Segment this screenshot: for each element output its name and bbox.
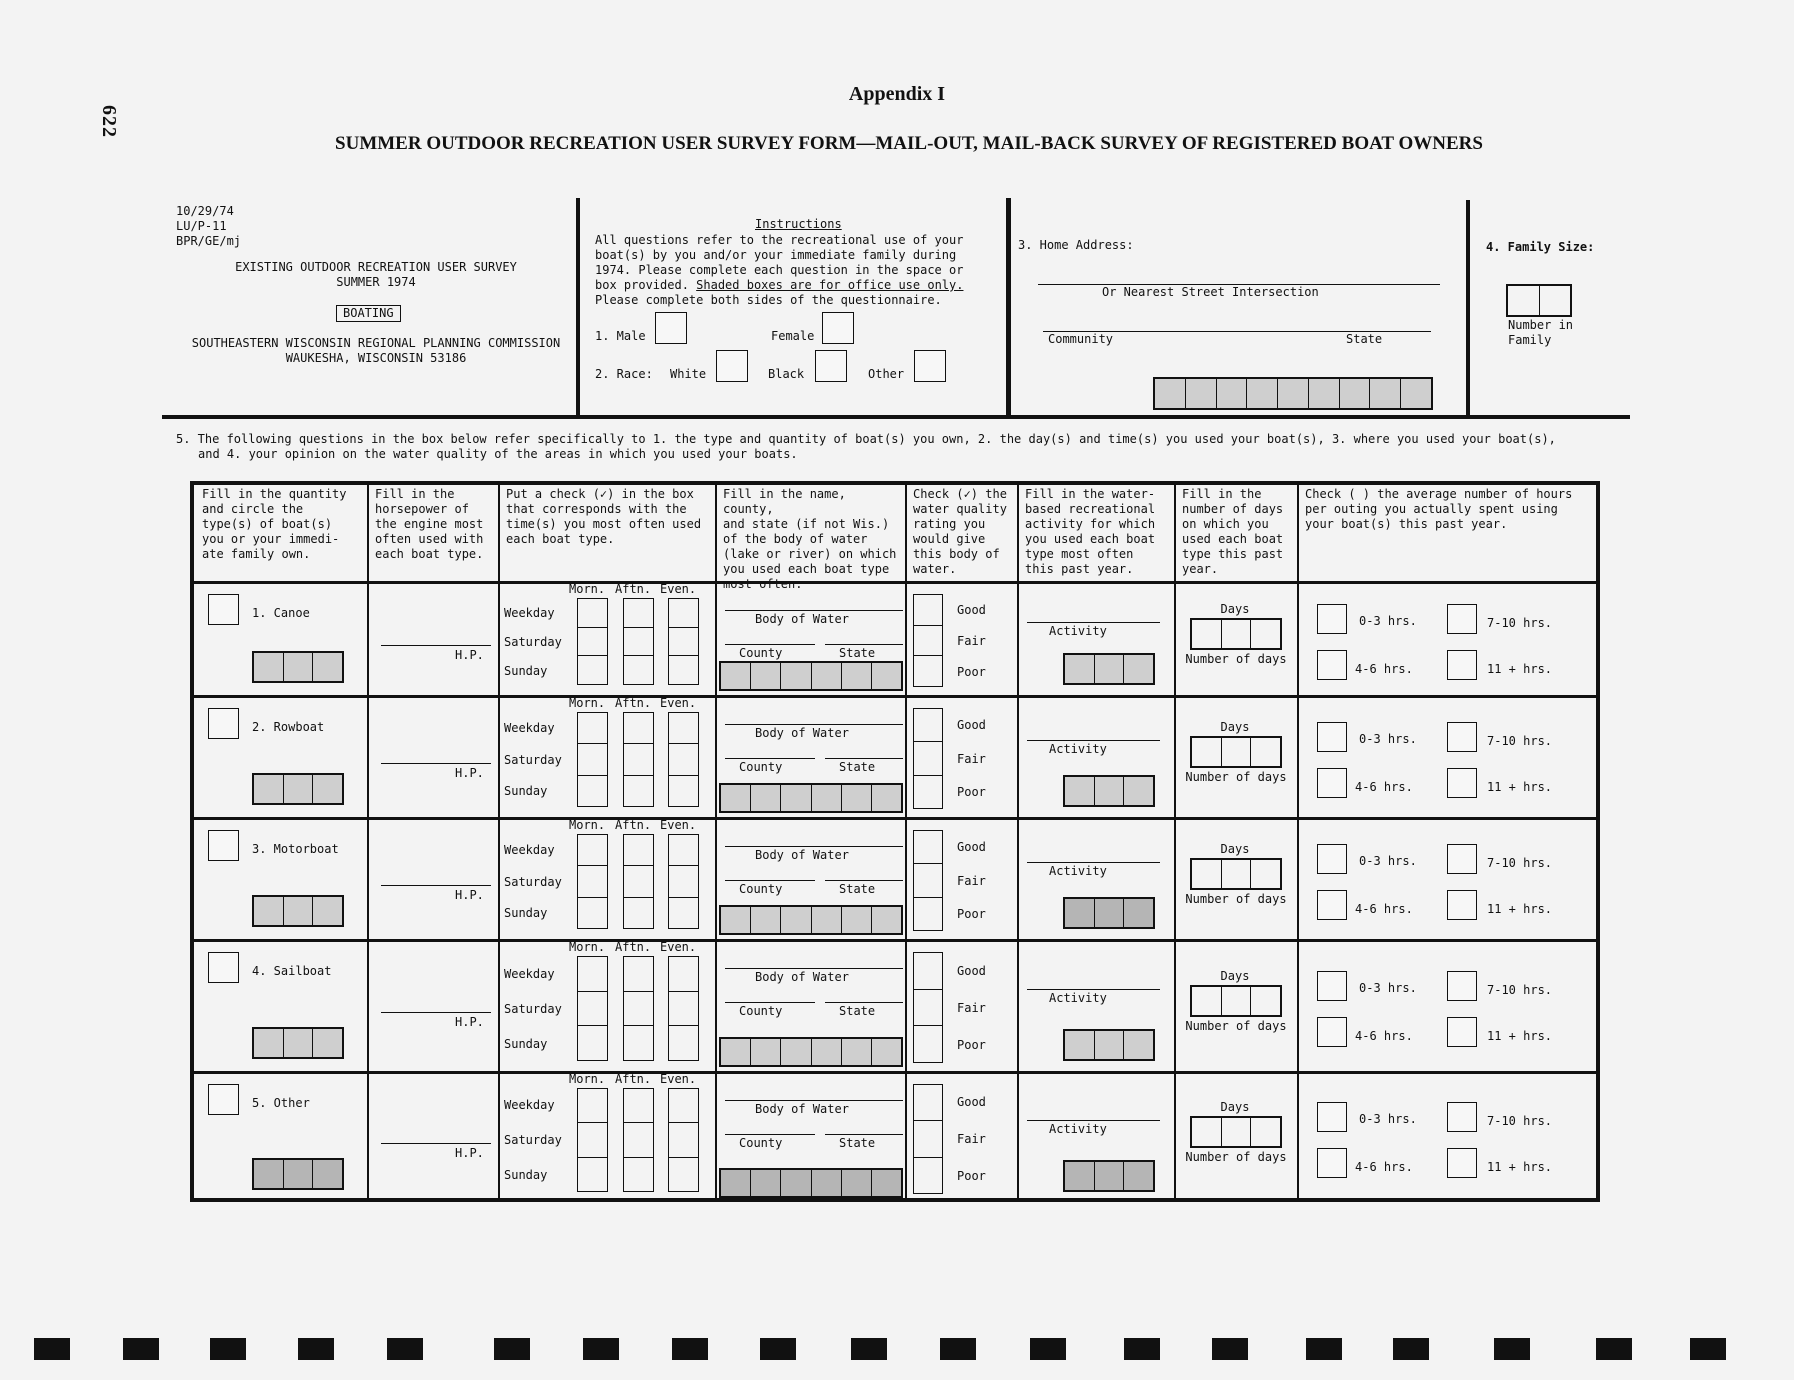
- family-size-caption-line: Number in: [1508, 318, 1574, 332]
- body-of-water-label: Body of Water: [755, 612, 849, 626]
- column-header: Fill in the number of days on which you used each boat type this past year.: [1182, 487, 1284, 576]
- appendix-heading: Appendix I: [848, 83, 946, 105]
- divider: [1466, 200, 1470, 418]
- good-label: Good: [957, 717, 986, 732]
- hours-11-plus-checkbox[interactable]: [1447, 768, 1477, 798]
- evening-checkboxes[interactable]: [668, 834, 699, 929]
- column-divider: [1017, 485, 1019, 1198]
- boat-quantity-checkbox[interactable]: [208, 708, 239, 739]
- white-checkbox[interactable]: [716, 350, 748, 382]
- row-divider: [194, 1071, 1596, 1074]
- race-label: 2. Race:: [595, 367, 653, 381]
- barcode-mark: [1306, 1338, 1342, 1360]
- morning-checkboxes[interactable]: [577, 598, 608, 685]
- days-input[interactable]: [1190, 618, 1282, 650]
- form-codes: [176, 204, 241, 249]
- hours-4-6-label: 4-6 hrs.: [1355, 779, 1413, 794]
- male-label: 1. Male: [595, 329, 646, 343]
- hours-11-plus-label: 11 + hrs.: [1487, 901, 1553, 916]
- days-label: Days: [1220, 719, 1250, 734]
- hours-11-plus-checkbox[interactable]: [1447, 890, 1477, 920]
- state-label: State: [839, 646, 876, 660]
- county-label: County: [739, 1004, 783, 1018]
- hours-7-10-label: 7-10 hrs.: [1487, 855, 1553, 870]
- fair-label: Fair: [957, 1000, 986, 1015]
- afternoon-checkboxes[interactable]: [623, 956, 654, 1061]
- hours-7-10-checkbox[interactable]: [1447, 971, 1477, 1001]
- afternoon-label: Aftn.: [615, 940, 652, 954]
- fair-label: Fair: [957, 873, 986, 888]
- good-label: Good: [957, 602, 986, 617]
- barcode-mark: [1124, 1338, 1160, 1360]
- male-checkbox[interactable]: [655, 312, 687, 344]
- sunday-label: Sunday: [504, 1036, 548, 1051]
- office-use-activity-code: [1063, 775, 1155, 807]
- days-label: Days: [1220, 601, 1250, 616]
- row-divider: [194, 939, 1596, 942]
- hours-4-6-label: 4-6 hrs.: [1355, 661, 1413, 676]
- hours-0-3-label: 0-3 hrs.: [1359, 980, 1417, 995]
- form-code: 10/29/74: [176, 204, 234, 218]
- county-line[interactable]: [725, 880, 815, 881]
- hours-11-plus-label: 11 + hrs.: [1487, 661, 1553, 676]
- barcode-mark: [940, 1338, 976, 1360]
- saturday-label: Saturday: [504, 1001, 562, 1016]
- body-of-water-label: Body of Water: [755, 970, 849, 984]
- evening-label: Even.: [660, 582, 697, 596]
- days-label: Days: [1220, 1100, 1250, 1114]
- state-line[interactable]: [825, 644, 903, 645]
- office-use-note: Shaded boxes are for office use only.: [696, 278, 964, 292]
- state-label: State: [839, 1136, 876, 1150]
- boat-quantity-checkbox[interactable]: [208, 594, 239, 625]
- question-5-text: [176, 432, 1556, 462]
- barcode-mark: [494, 1338, 530, 1360]
- column-header: Check ( ) the average number of hours per outing you actually spent using your boat(s) this past year.: [1305, 487, 1573, 531]
- state-label: State: [839, 882, 876, 896]
- column-header: Put a check (✓) in the box that corresponds with the time(s) you most often used each boat type.: [506, 487, 702, 546]
- boat-type-label: 5. Other: [252, 1096, 310, 1110]
- state-label: State: [839, 1004, 876, 1018]
- hours-4-6-checkbox[interactable]: [1317, 768, 1347, 798]
- office-use-boat-code: [252, 895, 344, 927]
- state-label: State: [1346, 332, 1383, 346]
- question-5-line: 5. The following questions in the box below refer specifically to 1. the type and quantity of boat(s) you own, 2. the day(s) and time(s) you used your boat(s), 3. where you used your boat(s),: [176, 432, 1556, 446]
- horsepower-line[interactable]: [381, 1012, 491, 1013]
- hours-0-3-checkbox[interactable]: [1317, 1102, 1347, 1132]
- activity-line[interactable]: [1027, 989, 1160, 990]
- evening-label: Even.: [660, 818, 697, 832]
- question-5-line: and 4. your opinion on the water quality of the areas in which you used your boats.: [198, 447, 798, 461]
- morning-checkboxes[interactable]: [577, 956, 608, 1061]
- water-quality-checkboxes[interactable]: [913, 1084, 943, 1194]
- state-label: State: [839, 760, 876, 774]
- office-use-activity-code: [1063, 1160, 1155, 1192]
- number-of-days-label: Number of days: [1185, 769, 1287, 784]
- barcode-mark: [34, 1338, 70, 1360]
- evening-checkboxes[interactable]: [668, 1088, 699, 1192]
- number-of-days-label: Number of days: [1185, 1018, 1287, 1033]
- hours-7-10-checkbox[interactable]: [1447, 604, 1477, 634]
- column-divider: [498, 485, 500, 1198]
- column-divider: [905, 485, 907, 1198]
- morning-checkboxes[interactable]: [577, 712, 608, 807]
- office-use-activity-code: [1063, 1029, 1155, 1061]
- afternoon-checkboxes[interactable]: [623, 712, 654, 807]
- column-header: Fill in the name, county, and state (if not Wis.) of the body of water (lake or river) on which you used each boat type most often.: [723, 487, 897, 591]
- office-use-activity-code: [1063, 653, 1155, 685]
- afternoon-checkboxes[interactable]: [623, 834, 654, 929]
- weekday-label: Weekday: [504, 1098, 555, 1113]
- weekday-label: Weekday: [504, 605, 555, 620]
- body-of-water-line[interactable]: [725, 846, 903, 847]
- office-use-water-code: [719, 1168, 903, 1198]
- barcode-mark: [210, 1338, 246, 1360]
- black-label: Black: [768, 367, 805, 381]
- water-quality-checkboxes[interactable]: [913, 594, 943, 687]
- evening-label: Even.: [660, 1072, 697, 1086]
- county-label: County: [739, 760, 783, 774]
- barcode-mark: [851, 1338, 887, 1360]
- boat-type-label: 2. Rowboat: [252, 720, 325, 734]
- afternoon-label: Aftn.: [615, 582, 652, 596]
- body-of-water-line[interactable]: [725, 724, 903, 725]
- home-address-label: 3. Home Address:: [1018, 238, 1134, 252]
- column-divider: [367, 485, 369, 1198]
- number-of-days-label: Number of days: [1185, 891, 1287, 906]
- body-of-water-label: Body of Water: [755, 1102, 849, 1116]
- activity-line[interactable]: [1027, 622, 1160, 623]
- county-line[interactable]: [725, 1134, 815, 1135]
- barcode-mark: [760, 1338, 796, 1360]
- office-use-boat-code: [252, 773, 344, 805]
- hours-0-3-label: 0-3 hrs.: [1359, 853, 1417, 868]
- hours-0-3-checkbox[interactable]: [1317, 844, 1347, 874]
- state-line[interactable]: [825, 880, 903, 881]
- county-label: County: [739, 646, 783, 660]
- number-of-days-label: Number of days: [1185, 651, 1287, 666]
- hours-7-10-checkbox[interactable]: [1447, 844, 1477, 874]
- hp-label: H.P.: [455, 887, 484, 902]
- organization-line: WAUKESHA, WISCONSIN 53186: [285, 351, 467, 365]
- survey-name-line: SUMMER 1974: [336, 275, 416, 289]
- hours-0-3-label: 0-3 hrs.: [1359, 1112, 1417, 1126]
- days-label: Days: [1220, 968, 1250, 983]
- column-header: Fill in the quantity and circle the type(s) of boat(s) you or your immedi- ate family own.: [202, 487, 347, 561]
- days-input[interactable]: [1190, 736, 1282, 768]
- form-title: SUMMER OUTDOOR RECREATION USER SURVEY FORM—MAIL-OUT, MAIL-BACK SURVEY OF REGISTERED BOAT OWNERS: [335, 133, 1483, 154]
- morning-label: Morn.: [569, 818, 606, 832]
- water-quality-checkboxes[interactable]: [913, 830, 943, 931]
- hours-4-6-label: 4-6 hrs.: [1355, 901, 1413, 916]
- boat-type-label: 4. Sailboat: [252, 964, 332, 978]
- instructions-line: boat(s) by you and/or your immediate family during: [595, 248, 957, 262]
- activity-line[interactable]: [1027, 862, 1160, 863]
- barcode-mark: [1393, 1338, 1429, 1360]
- organization: [176, 336, 576, 366]
- number-of-days-label: Number of days: [1185, 1150, 1287, 1164]
- body-of-water-line[interactable]: [725, 968, 903, 969]
- hours-11-plus-checkbox[interactable]: [1447, 650, 1477, 680]
- community-label: Community: [1048, 332, 1114, 346]
- body-of-water-label: Body of Water: [755, 848, 849, 862]
- hours-7-10-checkbox[interactable]: [1447, 1102, 1477, 1132]
- saturday-label: Saturday: [504, 634, 562, 649]
- hours-7-10-label: 7-10 hrs.: [1487, 733, 1553, 748]
- hp-label: H.P.: [455, 1146, 484, 1160]
- survey-name-line: EXISTING OUTDOOR RECREATION USER SURVEY: [235, 260, 517, 274]
- afternoon-checkboxes[interactable]: [623, 598, 654, 685]
- office-use-boat-code: [252, 1158, 344, 1190]
- saturday-label: Saturday: [504, 1133, 562, 1147]
- hours-11-plus-label: 11 + hrs.: [1487, 1028, 1553, 1043]
- state-line[interactable]: [825, 758, 903, 759]
- saturday-label: Saturday: [504, 874, 562, 889]
- morning-label: Morn.: [569, 696, 606, 710]
- row-divider: [194, 817, 1596, 820]
- hours-11-plus-checkbox[interactable]: [1447, 1017, 1477, 1047]
- horsepower-line[interactable]: [381, 1143, 491, 1144]
- poor-label: Poor: [957, 785, 986, 800]
- activity-label: Activity: [1049, 863, 1107, 878]
- days-input[interactable]: [1190, 858, 1282, 890]
- hours-0-3-label: 0-3 hrs.: [1359, 731, 1417, 746]
- hours-11-plus-checkbox[interactable]: [1447, 1148, 1477, 1178]
- poor-label: Poor: [957, 664, 986, 679]
- family-size-label: 4. Family Size:: [1486, 240, 1595, 254]
- row-divider: [194, 695, 1596, 698]
- family-size-caption-line: Family: [1508, 333, 1552, 347]
- days-label: Days: [1220, 841, 1250, 856]
- boat-quantity-checkbox[interactable]: [208, 952, 239, 983]
- boat-quantity-checkbox[interactable]: [208, 830, 239, 861]
- column-header: Fill in the water- based recreational activity for which you used each boat type most often this past year.: [1025, 487, 1156, 576]
- poor-label: Poor: [957, 907, 986, 922]
- barcode-mark: [1030, 1338, 1066, 1360]
- weekday-label: Weekday: [504, 720, 555, 735]
- black-checkbox[interactable]: [815, 350, 847, 382]
- hours-0-3-checkbox[interactable]: [1317, 604, 1347, 634]
- evening-checkboxes[interactable]: [668, 956, 699, 1061]
- barcode-mark: [1212, 1338, 1248, 1360]
- days-input[interactable]: [1190, 1116, 1282, 1148]
- evening-label: Even.: [660, 940, 697, 954]
- hours-11-plus-label: 11 + hrs.: [1487, 1160, 1553, 1174]
- barcode-mark: [123, 1338, 159, 1360]
- weekday-label: Weekday: [504, 842, 555, 857]
- activity-label: Activity: [1049, 1122, 1107, 1136]
- hours-7-10-checkbox[interactable]: [1447, 722, 1477, 752]
- morning-checkboxes[interactable]: [577, 1088, 608, 1192]
- boat-quantity-checkbox[interactable]: [208, 1084, 239, 1115]
- column-header: Check (✓) the water quality rating you would give this body of water.: [913, 487, 1007, 576]
- good-label: Good: [957, 963, 986, 978]
- barcode-mark: [387, 1338, 423, 1360]
- column-header: Fill in the horsepower of the engine most often used with each boat type.: [375, 487, 484, 561]
- fair-label: Fair: [957, 633, 986, 648]
- barcode-mark: [298, 1338, 334, 1360]
- horsepower-line[interactable]: [381, 763, 491, 764]
- instructions-line: 1974. Please complete each question in the space or: [595, 263, 964, 277]
- instructions-line: [595, 278, 963, 293]
- boating-badge: BOATING: [336, 305, 401, 322]
- afternoon-label: Aftn.: [615, 818, 652, 832]
- office-use-activity-code: [1063, 897, 1155, 929]
- evening-label: Even.: [660, 696, 697, 710]
- organization-line: SOUTHEASTERN WISCONSIN REGIONAL PLANNING COMMISSION: [191, 336, 561, 350]
- office-use-water-code: [719, 661, 903, 691]
- column-divider: [715, 485, 717, 1198]
- barcode-mark: [672, 1338, 708, 1360]
- weekday-label: Weekday: [504, 966, 555, 981]
- saturday-label: Saturday: [504, 752, 562, 767]
- other-race-checkbox[interactable]: [914, 350, 946, 382]
- instructions-line: Please complete both sides of the questionnaire.: [595, 293, 942, 307]
- instructions-line: All questions refer to the recreational use of your: [595, 233, 964, 247]
- afternoon-label: Aftn.: [615, 696, 652, 710]
- water-quality-checkboxes[interactable]: [913, 952, 943, 1063]
- hours-4-6-checkbox[interactable]: [1317, 1148, 1347, 1178]
- boat-type-label: 1. Canoe: [252, 606, 310, 620]
- state-line[interactable]: [825, 1002, 903, 1003]
- sunday-label: Sunday: [504, 906, 548, 921]
- sunday-label: Sunday: [504, 1167, 548, 1182]
- page-number: 622: [98, 105, 120, 138]
- activity-label: Activity: [1049, 741, 1107, 756]
- office-use-water-code: [719, 1037, 903, 1067]
- hours-0-3-checkbox[interactable]: [1317, 722, 1347, 752]
- good-label: Good: [957, 1095, 986, 1110]
- form-code: LU/P-11: [176, 219, 227, 233]
- hours-7-10-label: 7-10 hrs.: [1487, 982, 1553, 997]
- boat-type-label: 3. Motorboat: [252, 842, 339, 856]
- divider: [576, 198, 580, 418]
- female-checkbox[interactable]: [822, 312, 854, 344]
- morning-label: Morn.: [569, 940, 606, 954]
- barcode-mark: [1596, 1338, 1632, 1360]
- office-use-boat-code: [252, 1027, 344, 1059]
- county-line[interactable]: [725, 644, 815, 645]
- body-of-water-line[interactable]: [725, 1100, 903, 1101]
- hours-7-10-label: 7-10 hrs.: [1487, 615, 1553, 630]
- county-line[interactable]: [725, 758, 815, 759]
- instructions-text: [595, 233, 963, 308]
- body-of-water-line[interactable]: [725, 610, 903, 611]
- county-label: County: [739, 1136, 783, 1150]
- boat-usage-table: [190, 481, 1600, 1202]
- white-label: White: [670, 367, 707, 381]
- survey-name: [176, 260, 576, 290]
- form-code: BPR/GE/mj: [176, 234, 242, 248]
- poor-label: Poor: [957, 1168, 986, 1183]
- barcode-mark: [1690, 1338, 1726, 1360]
- hours-4-6-label: 4-6 hrs.: [1355, 1160, 1413, 1174]
- office-use-water-code: [719, 905, 903, 935]
- county-label: County: [739, 882, 783, 896]
- sunday-label: Sunday: [504, 663, 548, 678]
- activity-line[interactable]: [1027, 1120, 1160, 1121]
- hp-label: H.P.: [455, 1014, 484, 1029]
- column-divider: [1174, 485, 1176, 1198]
- activity-label: Activity: [1049, 990, 1107, 1005]
- afternoon-label: Aftn.: [615, 1072, 652, 1086]
- hours-4-6-checkbox[interactable]: [1317, 890, 1347, 920]
- activity-line[interactable]: [1027, 740, 1160, 741]
- afternoon-checkboxes[interactable]: [623, 1088, 654, 1192]
- county-line[interactable]: [725, 1002, 815, 1003]
- female-label: Female: [771, 329, 815, 343]
- hours-4-6-checkbox[interactable]: [1317, 1017, 1347, 1047]
- evening-checkboxes[interactable]: [668, 712, 699, 807]
- top-section-rule: [162, 415, 1630, 419]
- fair-label: Fair: [957, 751, 986, 766]
- fair-label: Fair: [957, 1132, 986, 1146]
- family-size-caption: [1508, 318, 1573, 348]
- horsepower-line[interactable]: [381, 645, 491, 646]
- divider: [1006, 198, 1011, 418]
- poor-label: Poor: [957, 1037, 986, 1052]
- morning-checkboxes[interactable]: [577, 834, 608, 929]
- hours-0-3-label: 0-3 hrs.: [1359, 613, 1417, 628]
- sunday-label: Sunday: [504, 784, 548, 799]
- barcode-mark: [583, 1338, 619, 1360]
- good-label: Good: [957, 839, 986, 854]
- hp-label: H.P.: [455, 765, 484, 780]
- column-divider: [1297, 485, 1299, 1198]
- hp-label: H.P.: [455, 647, 484, 662]
- hours-11-plus-label: 11 + hrs.: [1487, 779, 1553, 794]
- office-use-water-code: [719, 783, 903, 813]
- hours-4-6-label: 4-6 hrs.: [1355, 1028, 1413, 1043]
- family-size-input[interactable]: [1506, 284, 1572, 317]
- horsepower-line[interactable]: [381, 885, 491, 886]
- hours-7-10-label: 7-10 hrs.: [1487, 1114, 1553, 1128]
- hours-0-3-checkbox[interactable]: [1317, 971, 1347, 1001]
- barcode-mark: [1494, 1338, 1530, 1360]
- evening-checkboxes[interactable]: [668, 598, 699, 685]
- hours-4-6-checkbox[interactable]: [1317, 650, 1347, 680]
- instructions-text-part: box provided.: [595, 278, 697, 292]
- other-race-label: Other: [868, 367, 905, 381]
- water-quality-checkboxes[interactable]: [913, 708, 943, 809]
- office-use-address-code: [1153, 377, 1433, 410]
- days-input[interactable]: [1190, 985, 1282, 1017]
- morning-label: Morn.: [569, 1072, 606, 1086]
- office-use-boat-code: [252, 651, 344, 683]
- activity-label: Activity: [1049, 623, 1107, 638]
- instructions-heading: Instructions: [755, 217, 842, 231]
- nearest-intersection-label: Or Nearest Street Intersection: [1102, 285, 1319, 299]
- state-line[interactable]: [825, 1134, 903, 1135]
- morning-label: Morn.: [569, 582, 606, 596]
- body-of-water-label: Body of Water: [755, 726, 849, 740]
